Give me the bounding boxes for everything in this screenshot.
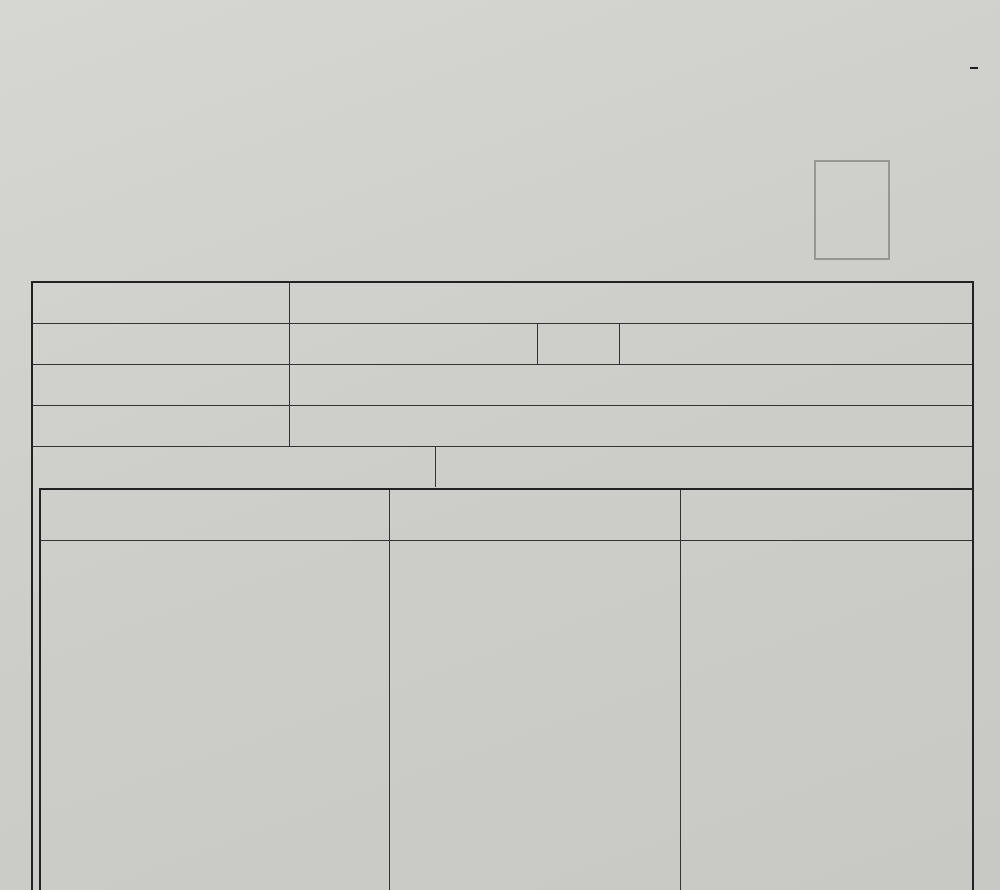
divider — [435, 447, 436, 487]
divider — [289, 365, 290, 405]
sampling-date-row — [33, 324, 972, 365]
official-seal-stamp — [814, 160, 890, 260]
divider — [289, 324, 290, 364]
table-header-row — [41, 490, 972, 541]
weather-row — [33, 447, 972, 487]
result-form — [31, 281, 974, 890]
divider — [619, 324, 620, 364]
sampling-place-row — [33, 365, 972, 406]
divider — [289, 283, 290, 323]
sampler-label — [45, 406, 277, 446]
document-number — [970, 66, 978, 69]
results-table — [39, 488, 972, 890]
divider — [537, 324, 538, 364]
sampling-date-label — [45, 324, 277, 364]
column-divider — [680, 490, 681, 890]
sampling-place-label — [45, 365, 277, 405]
sampler-row — [33, 406, 972, 447]
header-result — [781, 490, 869, 540]
column-divider — [389, 490, 390, 890]
header-standard — [493, 490, 575, 540]
divider — [289, 406, 290, 446]
applicant-row — [33, 283, 972, 324]
applicant-label — [45, 283, 277, 323]
header-item — [171, 490, 261, 540]
addressee — [30, 133, 66, 158]
